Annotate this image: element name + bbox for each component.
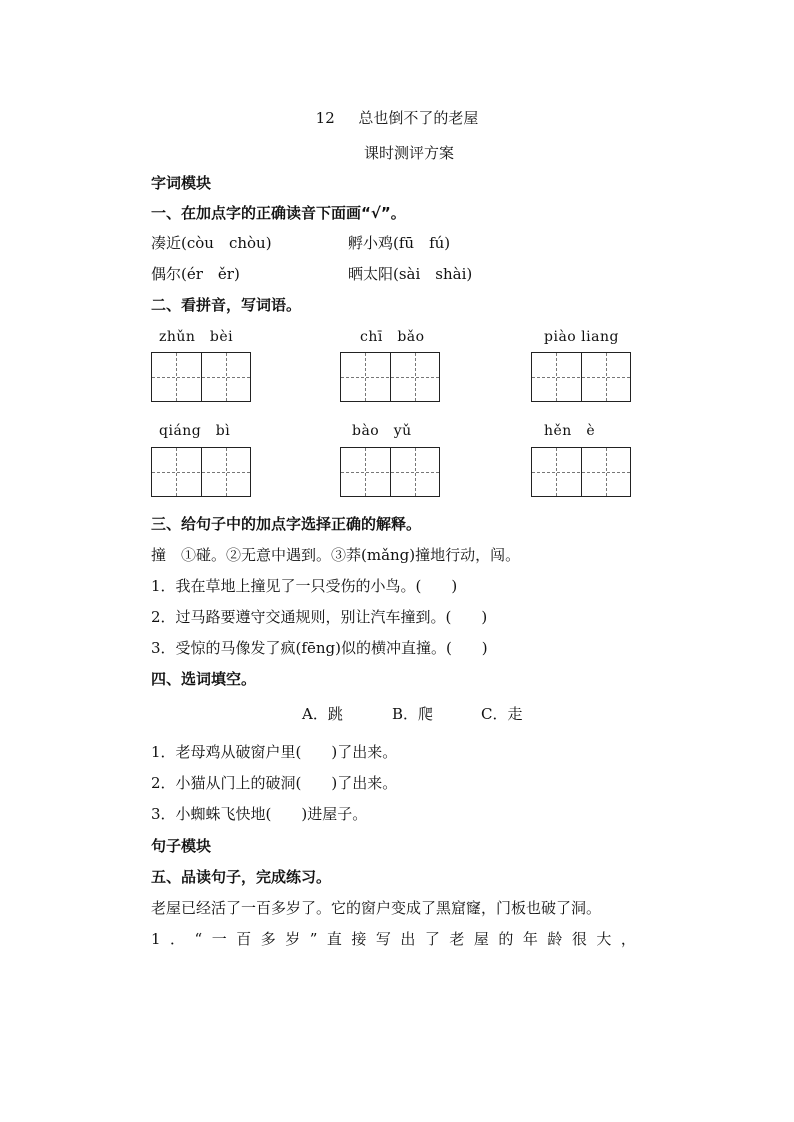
- writing-grid[interactable]: [531, 352, 631, 402]
- pinyin-label: zhǔn bèi: [159, 329, 234, 345]
- page-subtitle: 课时测评方案: [363, 144, 454, 162]
- lesson-title: 总也倒不了的老屋: [358, 109, 479, 127]
- module-heading-words: 字词模块: [151, 174, 212, 192]
- page-title: [0, 108, 794, 128]
- q4-item: 1．老母鸡从破窗户里( )了出来。: [151, 743, 398, 761]
- q1-item: 偶尔(ér ěr): [151, 265, 240, 283]
- writing-grid[interactable]: [151, 447, 251, 497]
- q3-heading: 三、给句子中的加点字选择正确的解释。: [151, 515, 422, 533]
- q5-item: 1．“一百多岁”直接写出了老屋的年龄很大，: [151, 930, 646, 948]
- q1-item: 晒太阳(sài shài): [348, 265, 473, 283]
- pinyin-label: bào yǔ: [352, 423, 412, 439]
- q4-option: A．跳: [302, 705, 343, 723]
- writing-grid[interactable]: [151, 352, 251, 402]
- pinyin-label: hěn è: [544, 423, 596, 439]
- q3-item: 2．过马路要遵守交通规则，别让汽车撞到。( ): [151, 608, 488, 626]
- q4-option: B．爬: [392, 705, 434, 723]
- q1-item: 凑近(còu chòu): [151, 234, 272, 252]
- q5-heading: 五、品读句子，完成练习。: [151, 868, 332, 886]
- module-heading-sentences: 句子模块: [151, 837, 212, 855]
- writing-grid[interactable]: [531, 447, 631, 497]
- q3-definition: 撞 ①碰。②无意中遇到。③莽(mǎng)撞地行动，闯。: [151, 546, 521, 564]
- pinyin-label: piào liang: [544, 329, 619, 345]
- q4-item: 3．小蜘蛛飞快地( )进屋子。: [151, 805, 368, 823]
- lesson-number: 12: [315, 109, 335, 127]
- q5-passage: 老屋已经活了一百多岁了。它的窗户变成了黑窟窿，门板也破了洞。: [151, 899, 602, 917]
- pinyin-label: qiáng bì: [159, 423, 231, 439]
- q1-heading: 一、在加点字的正确读音下面画“√”。: [151, 204, 406, 222]
- q2-heading: 二、看拼音，写词语。: [151, 296, 302, 314]
- q4-option: C．走: [481, 705, 523, 723]
- q3-item: 1．我在草地上撞见了一只受伤的小鸟。( ): [151, 577, 458, 595]
- writing-grid[interactable]: [340, 447, 440, 497]
- q4-heading: 四、选词填空。: [151, 670, 257, 688]
- q3-item: 3．受惊的马像发了疯(fēng)似的横冲直撞。( ): [151, 639, 488, 657]
- pinyin-label: chī bǎo: [360, 329, 425, 345]
- q1-item: 孵小鸡(fū fú): [348, 234, 451, 252]
- q4-item: 2．小猫从门上的破洞( )了出来。: [151, 774, 398, 792]
- writing-grid[interactable]: [340, 352, 440, 402]
